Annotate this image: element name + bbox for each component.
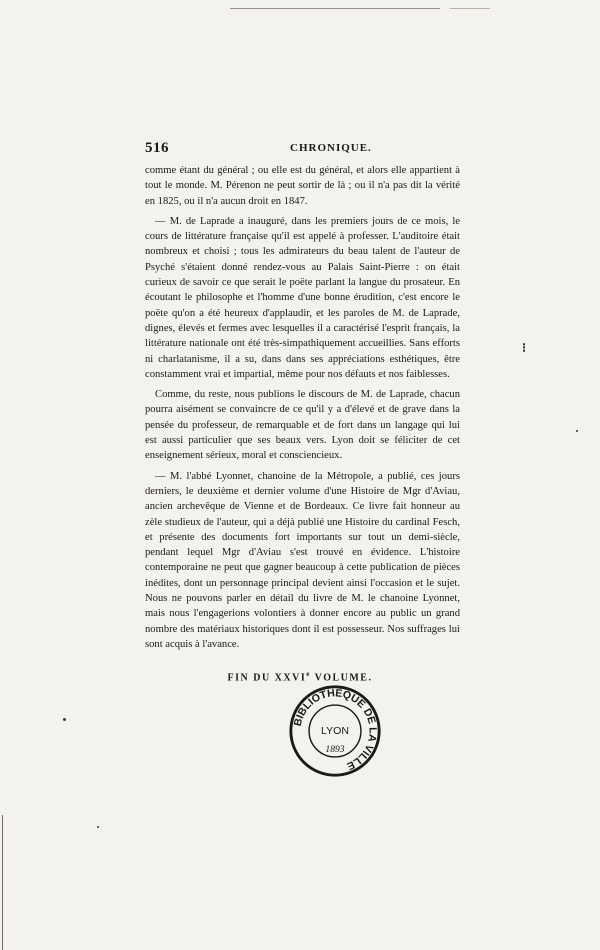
end-of-volume-note <box>0 670 600 683</box>
paragraph-laprade-discourse: Comme, du reste, nous publions le discours de M. de Laprade, chacun pourra aisément se convaincre de ce qu'il y a d'élevé et de grave dans la pensée du professeur, de remarquable et de fort dans un langage qui lui est aussi particulier que ses beaux vers. Lyon doit se féliciter de cet enseignement sérieux, moral et consciencieux. <box>145 389 460 462</box>
top-scan-rule-short <box>450 8 490 9</box>
end-note-prefix: FIN DU XXVI <box>227 672 307 684</box>
paragraph-perenon: comme étant du général ; ou elle est du général, et alors elle appartient à tout le monde. M. Pérenon ne peut sortir de là ; ou il n'a pas dit la vérité en 1825, ou il n'a aucun droit en 1847. <box>145 165 460 207</box>
paragraph-laprade-course: — M. de Laprade a inauguré, dans les premiers jours de ce mois, le cours de littérature française qu'il est appelé à professer. L'auditoire était nombreux et choisi ; tous les admirateurs du beau talent de l'auteur de Psyché s'étaient donné rendez-vous au Palais Saint-Pierre : on était curieux de savoir ce que serait le poëte parlant la langue du prosateur. En écoutant le philosophe et l'homme d'une bonne érudition, c'est encore le poëte qu'on a été heureux d'applaudir, et les paroles de M. de Laprade, dignes, élevés et fermes avec lesquelles il a caractérisé l'esprit français, la littérature nationale ont été très-simpathiquement accueillies. Sans efforts ni charlatanisme, il a su, dans dans ses appréciations esthétiques, être constamment vrai et impartial, même pour nos défauts et nos faiblesses. <box>145 215 460 380</box>
stamp-ring-text: BIBLIOTHÈQUE DE LA VILLE <box>291 687 379 773</box>
stamp-year: 1893 <box>325 744 345 756</box>
paragraph-lyonnet: — M. l'abbé Lyonnet, chanoine de la Métropole, a publié, ces jours derniers, le deuxième et dernier volume d'une Histoire de Mgr d'Aviau, ancien archevêque de Vienne et de Bordeaux. Ce livre fait honneur au zèle studieux de l'auteur, qui a déjà publié une Histoire du cardinal Fesch, et présente des documents fort importants sur tout un demi-siècle, pendant lequel Mgr d'Aviau s'est trouvé en évidence. L'histoire contemporaine ne peut que gagner beaucoup à cette publication de pièces inédites, dont un personnage principal devient ainsi l'occasion et le sujet. Nous ne pouvons parler en détail du livre de M. le chanoine Lyonnet, mais nous l'engagerions volontiers à donner encore au public un grand nombre des matériaux historiques dont il est possesseur. Nos suffrages lui sont acquis à l'avance. <box>145 470 460 650</box>
page-number: 516 <box>145 140 169 156</box>
ink-speck <box>576 430 578 432</box>
margin-mark: ⁝ <box>522 340 527 355</box>
running-title: CHRONIQUE. <box>290 142 372 154</box>
ink-speck <box>97 826 99 828</box>
end-note-suffix: VOLUME. <box>310 672 373 684</box>
body-text <box>145 163 460 657</box>
top-scan-rule <box>230 8 440 9</box>
stamp-city: LYON <box>321 724 349 737</box>
end-note-superscript: e <box>306 670 311 678</box>
ink-speck <box>63 718 66 721</box>
library-stamp <box>287 683 383 779</box>
left-edge-scan-line <box>2 815 3 950</box>
page-header <box>145 140 460 158</box>
